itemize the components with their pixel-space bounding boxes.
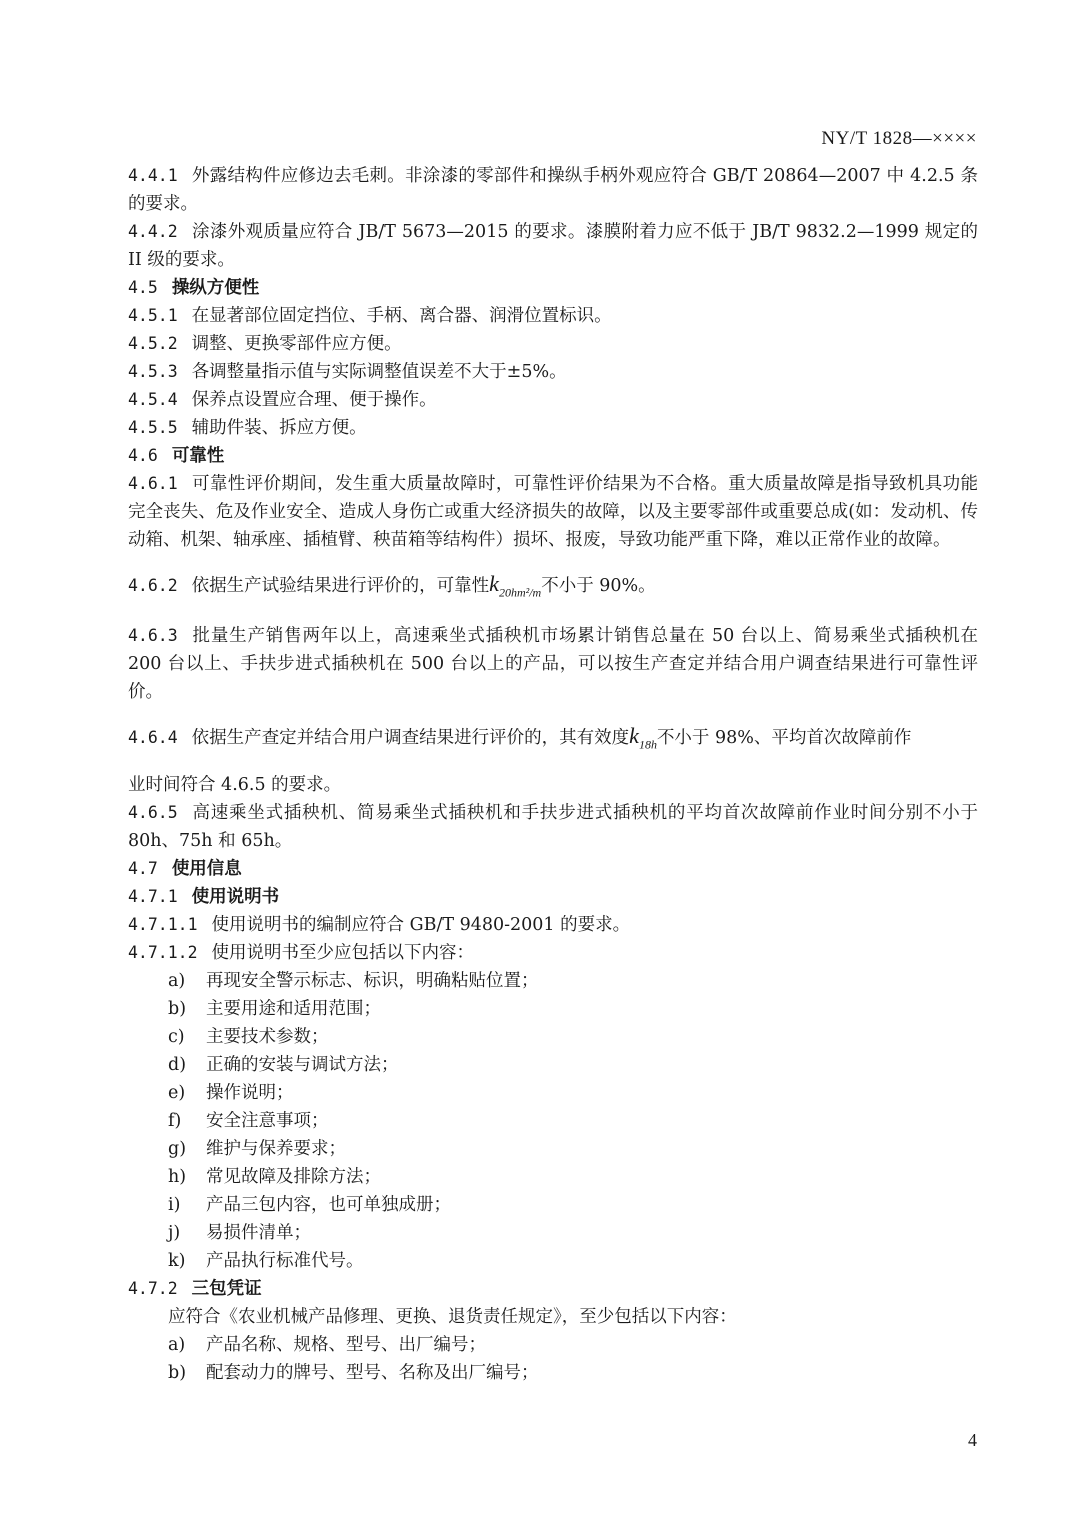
list-item	[128, 995, 978, 1023]
clause-number: 4.6.5	[128, 802, 178, 822]
list-item	[128, 1219, 978, 1247]
formula-subscript: 20hm²/m	[498, 585, 542, 600]
list-item-text: 配套动力的牌号、型号、名称及出厂编号；	[206, 1362, 539, 1383]
clause-4-4-2	[128, 218, 978, 274]
list-item-text: 易损件清单；	[206, 1222, 311, 1243]
clause-number: 4.7.1.1	[128, 914, 198, 934]
clause-number: 4.7.1	[128, 886, 178, 906]
list-item	[128, 1079, 978, 1107]
heading-4-7-1	[128, 883, 978, 911]
clause-text-after: 不小于 98%、平均首次故障前作	[656, 728, 912, 749]
clause-4-5-3	[128, 358, 978, 386]
clause-number: 4.5	[128, 278, 158, 297]
heading-title: 使用说明书	[191, 886, 280, 907]
clause-number: 4.7.1.2	[128, 942, 198, 962]
clause-number: 4.5.5	[128, 418, 178, 437]
list-marker: b)	[168, 1362, 187, 1383]
clause-text: 依据生产查定并结合用户调查结果进行评价的，其有效度	[191, 728, 630, 749]
heading-title: 操纵方便性	[171, 278, 260, 298]
clause-number: 4.6.4	[128, 728, 178, 748]
list-item-text: 再现安全警示标志、标识，明确粘贴位置；	[206, 970, 539, 991]
list-marker: e)	[168, 1082, 186, 1103]
clause-text: 高速乘坐式插秧机、简易乘坐式插秧机和手扶步进式插秧机的平均首次故障前作业时间分别不小于 80h、75h 和 65h。	[128, 802, 978, 851]
clause-4-5-4	[128, 386, 978, 414]
clause-number: 4.5.1	[128, 306, 178, 325]
clause-text: 可靠性评价期间，发生重大质量故障时，可靠性评价结果为不合格。重大质量故障是指导致机具功能完全丧失、危及作业安全、造成人身伤亡或重大经济损失的故障，以及主要零部件或重要总成(如：发动机、传动箱、机架、轴承座、插植臂、秧苗箱等结构件）损坏、报废，导致功能严重下降，难以正常作业的故障。	[128, 474, 978, 550]
document-body	[128, 162, 978, 1387]
list-item	[128, 1023, 978, 1051]
clause-4-7-1-2	[128, 939, 978, 967]
list-marker: a)	[168, 1334, 186, 1355]
list-marker: a)	[168, 970, 186, 991]
manual-contents-list	[128, 967, 978, 1275]
list-item-text: 安全注意事项；	[206, 1110, 329, 1131]
clause-text: 调整、更换零部件应方便。	[191, 334, 402, 354]
list-item	[128, 967, 978, 995]
clause-text: 在显著部位固定挡位、手柄、离合器、润滑位置标识。	[191, 306, 612, 326]
warranty-intro: 应符合《农业机械产品修理、更换、退货责任规定》，至少包括以下内容：	[168, 1306, 737, 1327]
list-item-text: 正确的安装与调试方法；	[206, 1054, 399, 1075]
availability-formula	[629, 723, 657, 752]
heading-title: 三包凭证	[191, 1278, 262, 1299]
reliability-formula	[489, 571, 542, 600]
clause-text: 外露结构件应修边去毛刺。非涂漆的零部件和操纵手柄外观应符合 GB/T 20864—2007 中 4.2.5 条的要求。	[128, 166, 978, 214]
clause-4-6-3	[128, 622, 978, 706]
list-item-text: 产品执行标准代号。	[206, 1250, 364, 1271]
heading-4-7-2	[128, 1275, 978, 1303]
clause-text: 使用说明书的编制应符合 GB/T 9480-2001 的要求。	[211, 914, 631, 935]
clause-text: 使用说明书至少应包括以下内容：	[211, 942, 475, 963]
clause-text: 批量生产销售两年以上，高速乘坐式插秧机市场累计销售总量在 50 台以上、简易乘坐式插秧机在 200 台以上、手扶步进式插秧机在 500 台以上的产品，可以按生产查定并结合用户调查结果进行可靠性评价。	[128, 626, 978, 703]
list-item	[128, 1135, 978, 1163]
list-marker: c)	[168, 1026, 185, 1047]
formula-subscript: 18h	[638, 737, 657, 752]
formula-symbol: k	[489, 571, 499, 596]
clause-4-6-1	[128, 470, 978, 554]
list-item-text: 主要技术参数；	[206, 1026, 329, 1047]
clause-4-5-5	[128, 414, 978, 442]
clause-number: 4.4.1	[128, 166, 178, 185]
clause-number: 4.7.2	[128, 1278, 178, 1298]
document-code: NY/T 1828—××××	[821, 128, 977, 149]
list-item	[128, 1331, 978, 1359]
list-marker: k)	[168, 1250, 186, 1271]
clause-4-6-4-continued: 业时间符合 4.6.5 的要求。	[128, 774, 342, 795]
heading-4-6	[128, 442, 978, 470]
clause-text-after: 不小于 90%。	[541, 576, 656, 596]
clause-4-6-4	[128, 722, 978, 758]
heading-title: 可靠性	[171, 446, 225, 466]
clause-text: 涂漆外观质量应符合 JB/T 5673—2015 的要求。漆膜附着力应不低于 JB/T 9832.2—1999 规定的 II 级的要求。	[128, 222, 978, 270]
page-number: 4	[968, 1430, 977, 1450]
clause-4-4-1	[128, 162, 978, 218]
list-item	[128, 1163, 978, 1191]
clause-4-6-2	[128, 570, 978, 606]
list-marker: b)	[168, 998, 187, 1019]
list-item	[128, 1359, 978, 1387]
list-marker: g)	[168, 1138, 187, 1159]
list-item-text: 主要用途和适用范围；	[206, 998, 381, 1019]
clause-text: 保养点设置应合理、便于操作。	[191, 390, 437, 410]
list-item-text: 产品三包内容，也可单独成册；	[206, 1194, 451, 1215]
clause-number: 4.4.2	[128, 222, 178, 241]
list-marker: d)	[168, 1054, 187, 1075]
clause-number: 4.5.2	[128, 334, 178, 353]
formula-symbol: k	[629, 723, 639, 749]
clause-number: 4.7	[128, 858, 158, 878]
list-marker: j)	[168, 1222, 181, 1243]
list-item	[128, 1107, 978, 1135]
list-item	[128, 1191, 978, 1219]
list-item-text: 产品名称、规格、型号、出厂编号；	[206, 1334, 486, 1355]
list-item	[128, 1051, 978, 1079]
heading-title: 使用信息	[171, 858, 242, 879]
clause-text: 依据生产试验结果进行评价的，可靠性	[191, 576, 490, 596]
list-marker: f)	[168, 1110, 182, 1131]
heading-4-5	[128, 274, 978, 302]
list-item-text: 维护与保养要求；	[206, 1138, 346, 1159]
clause-text: 辅助件装、拆应方便。	[191, 418, 367, 438]
clause-number: 4.5.3	[128, 362, 178, 381]
clause-number: 4.6	[128, 446, 158, 465]
clause-4-6-5	[128, 799, 978, 855]
list-item-text: 操作说明；	[206, 1082, 294, 1103]
clause-number: 4.6.3	[128, 626, 178, 646]
clause-text: 各调整量指示值与实际调整值误差不大于±5%。	[191, 362, 567, 382]
clause-4-7-1-1	[128, 911, 978, 939]
heading-4-7	[128, 855, 978, 883]
list-marker: i)	[168, 1194, 181, 1215]
list-item	[128, 1247, 978, 1275]
warranty-contents-list	[128, 1331, 978, 1387]
clause-number: 4.6.1	[128, 474, 178, 493]
list-item-text: 常见故障及排除方法；	[206, 1166, 381, 1187]
clause-number: 4.6.2	[128, 576, 178, 595]
clause-number: 4.5.4	[128, 390, 178, 409]
clause-4-5-2	[128, 330, 978, 358]
list-marker: h)	[168, 1166, 187, 1187]
clause-4-5-1	[128, 302, 978, 330]
